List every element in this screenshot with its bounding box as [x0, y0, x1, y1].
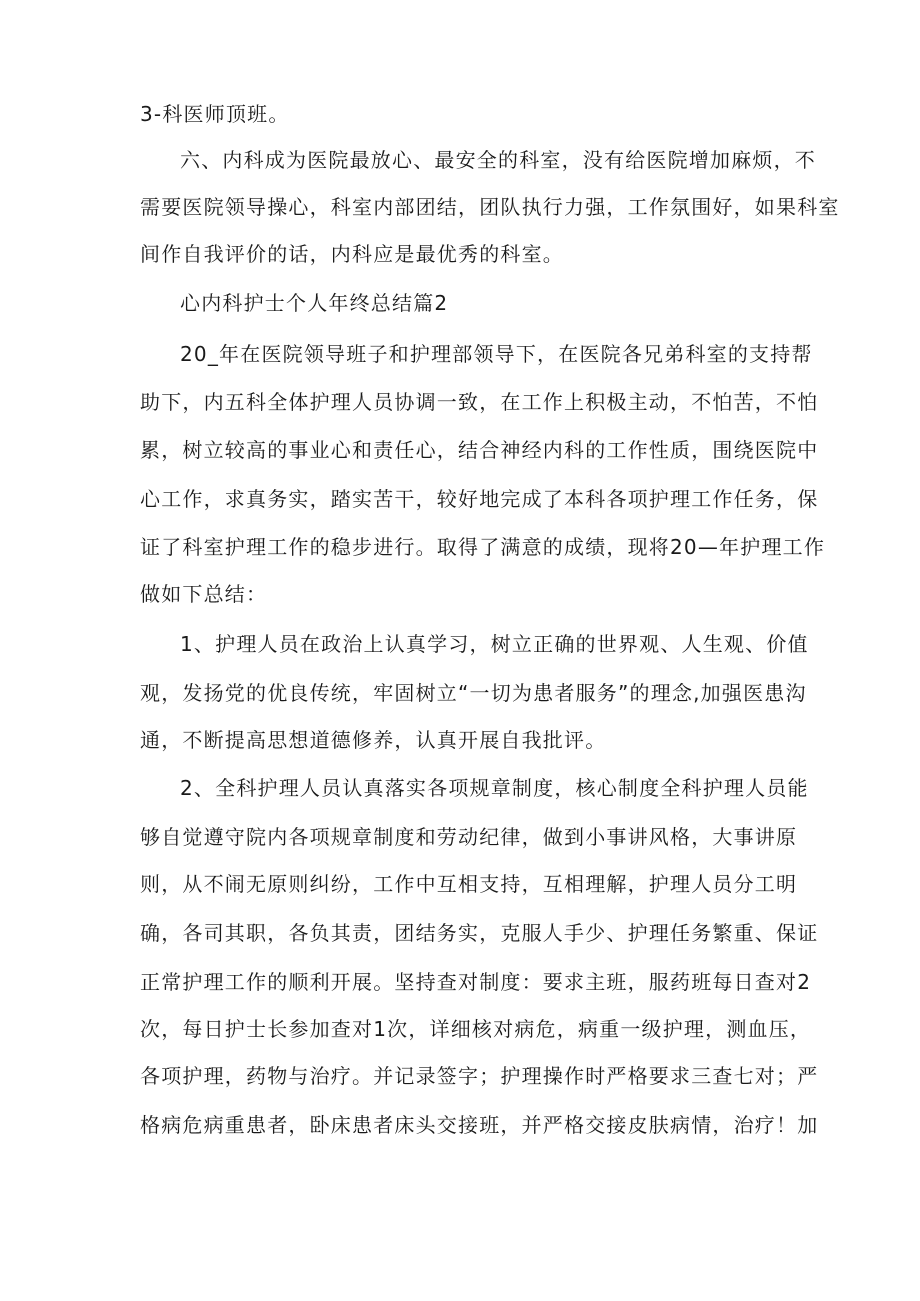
text-line: 间作自我评价的话，内科应是最优秀的科室。: [140, 242, 564, 266]
text-line: 需要医院领导操心，科室内部团结，团队执行力强，工作氛围好，如果科室: [140, 195, 840, 219]
text-line: 20_年在医院领导班子和护理部领导下，在医院各兄弟科室的支持帮: [180, 342, 813, 366]
text-line: 通，不断提高思想道德修养，认真开展自我批评。: [140, 728, 607, 752]
text-line: 够自觉遵守院内各项规章制度和劳动纪律，做到小事讲风格，大事讲原: [140, 825, 798, 849]
text-line: 格病危病重患者，卧床患者床头交接班，并严格交接皮肤病情，治疗！加: [140, 1113, 819, 1137]
section-heading: 心内科护士个人年终总结篇2: [180, 291, 449, 315]
text-line: 2、全科护理人员认真落实各项规章制度，核心制度全科护理人员能: [180, 776, 809, 800]
text-line: 则，从不闹无原则纠纷，工作中互相支持，互相理解，护理人员分工明: [140, 872, 798, 896]
text-line: 证了科室护理工作的稳步进行。取得了满意的成绩，现将20—年护理工作: [140, 535, 826, 559]
text-line: 1、护理人员在政治上认真学习，树立正确的世界观、人生观、价值: [180, 632, 809, 656]
text-line: 正常护理工作的顺利开展。坚持查对制度：要求主班，服药班每日查对2: [140, 970, 812, 994]
text-line: 确，各司其职，各负其责，团结务实，克服人手少、护理任务繁重、保证: [140, 921, 819, 945]
text-line: 做如下总结：: [140, 582, 268, 606]
text-line: 心工作，求真务实，踏实苦干，较好地完成了本科各项护理工作任务，保: [140, 487, 819, 511]
text-line: 次，每日护士长参加查对1次，详细核对病危，病重一级护理，测血压，: [140, 1017, 812, 1041]
text-line: 累，树立较高的事业心和责任心，结合神经内科的工作性质，围绕医院中: [140, 438, 819, 462]
text-line: 六、内科成为医院最放心、最安全的科室，没有给医院增加麻烦，不: [180, 148, 816, 172]
text-line: 3-科医师顶班。: [140, 102, 290, 126]
text-line: 观，发扬党的优良传统，牢固树立“一切为患者服务”的理念,加强医患沟: [140, 681, 807, 705]
text-line: 助下，内五科全体护理人员协调一致，在工作上积极主动，不怕苦，不怕: [140, 390, 819, 414]
text-line: 各项护理，药物与治疗。并记录签字；护理操作时严格要求三查七对；严: [140, 1064, 819, 1088]
